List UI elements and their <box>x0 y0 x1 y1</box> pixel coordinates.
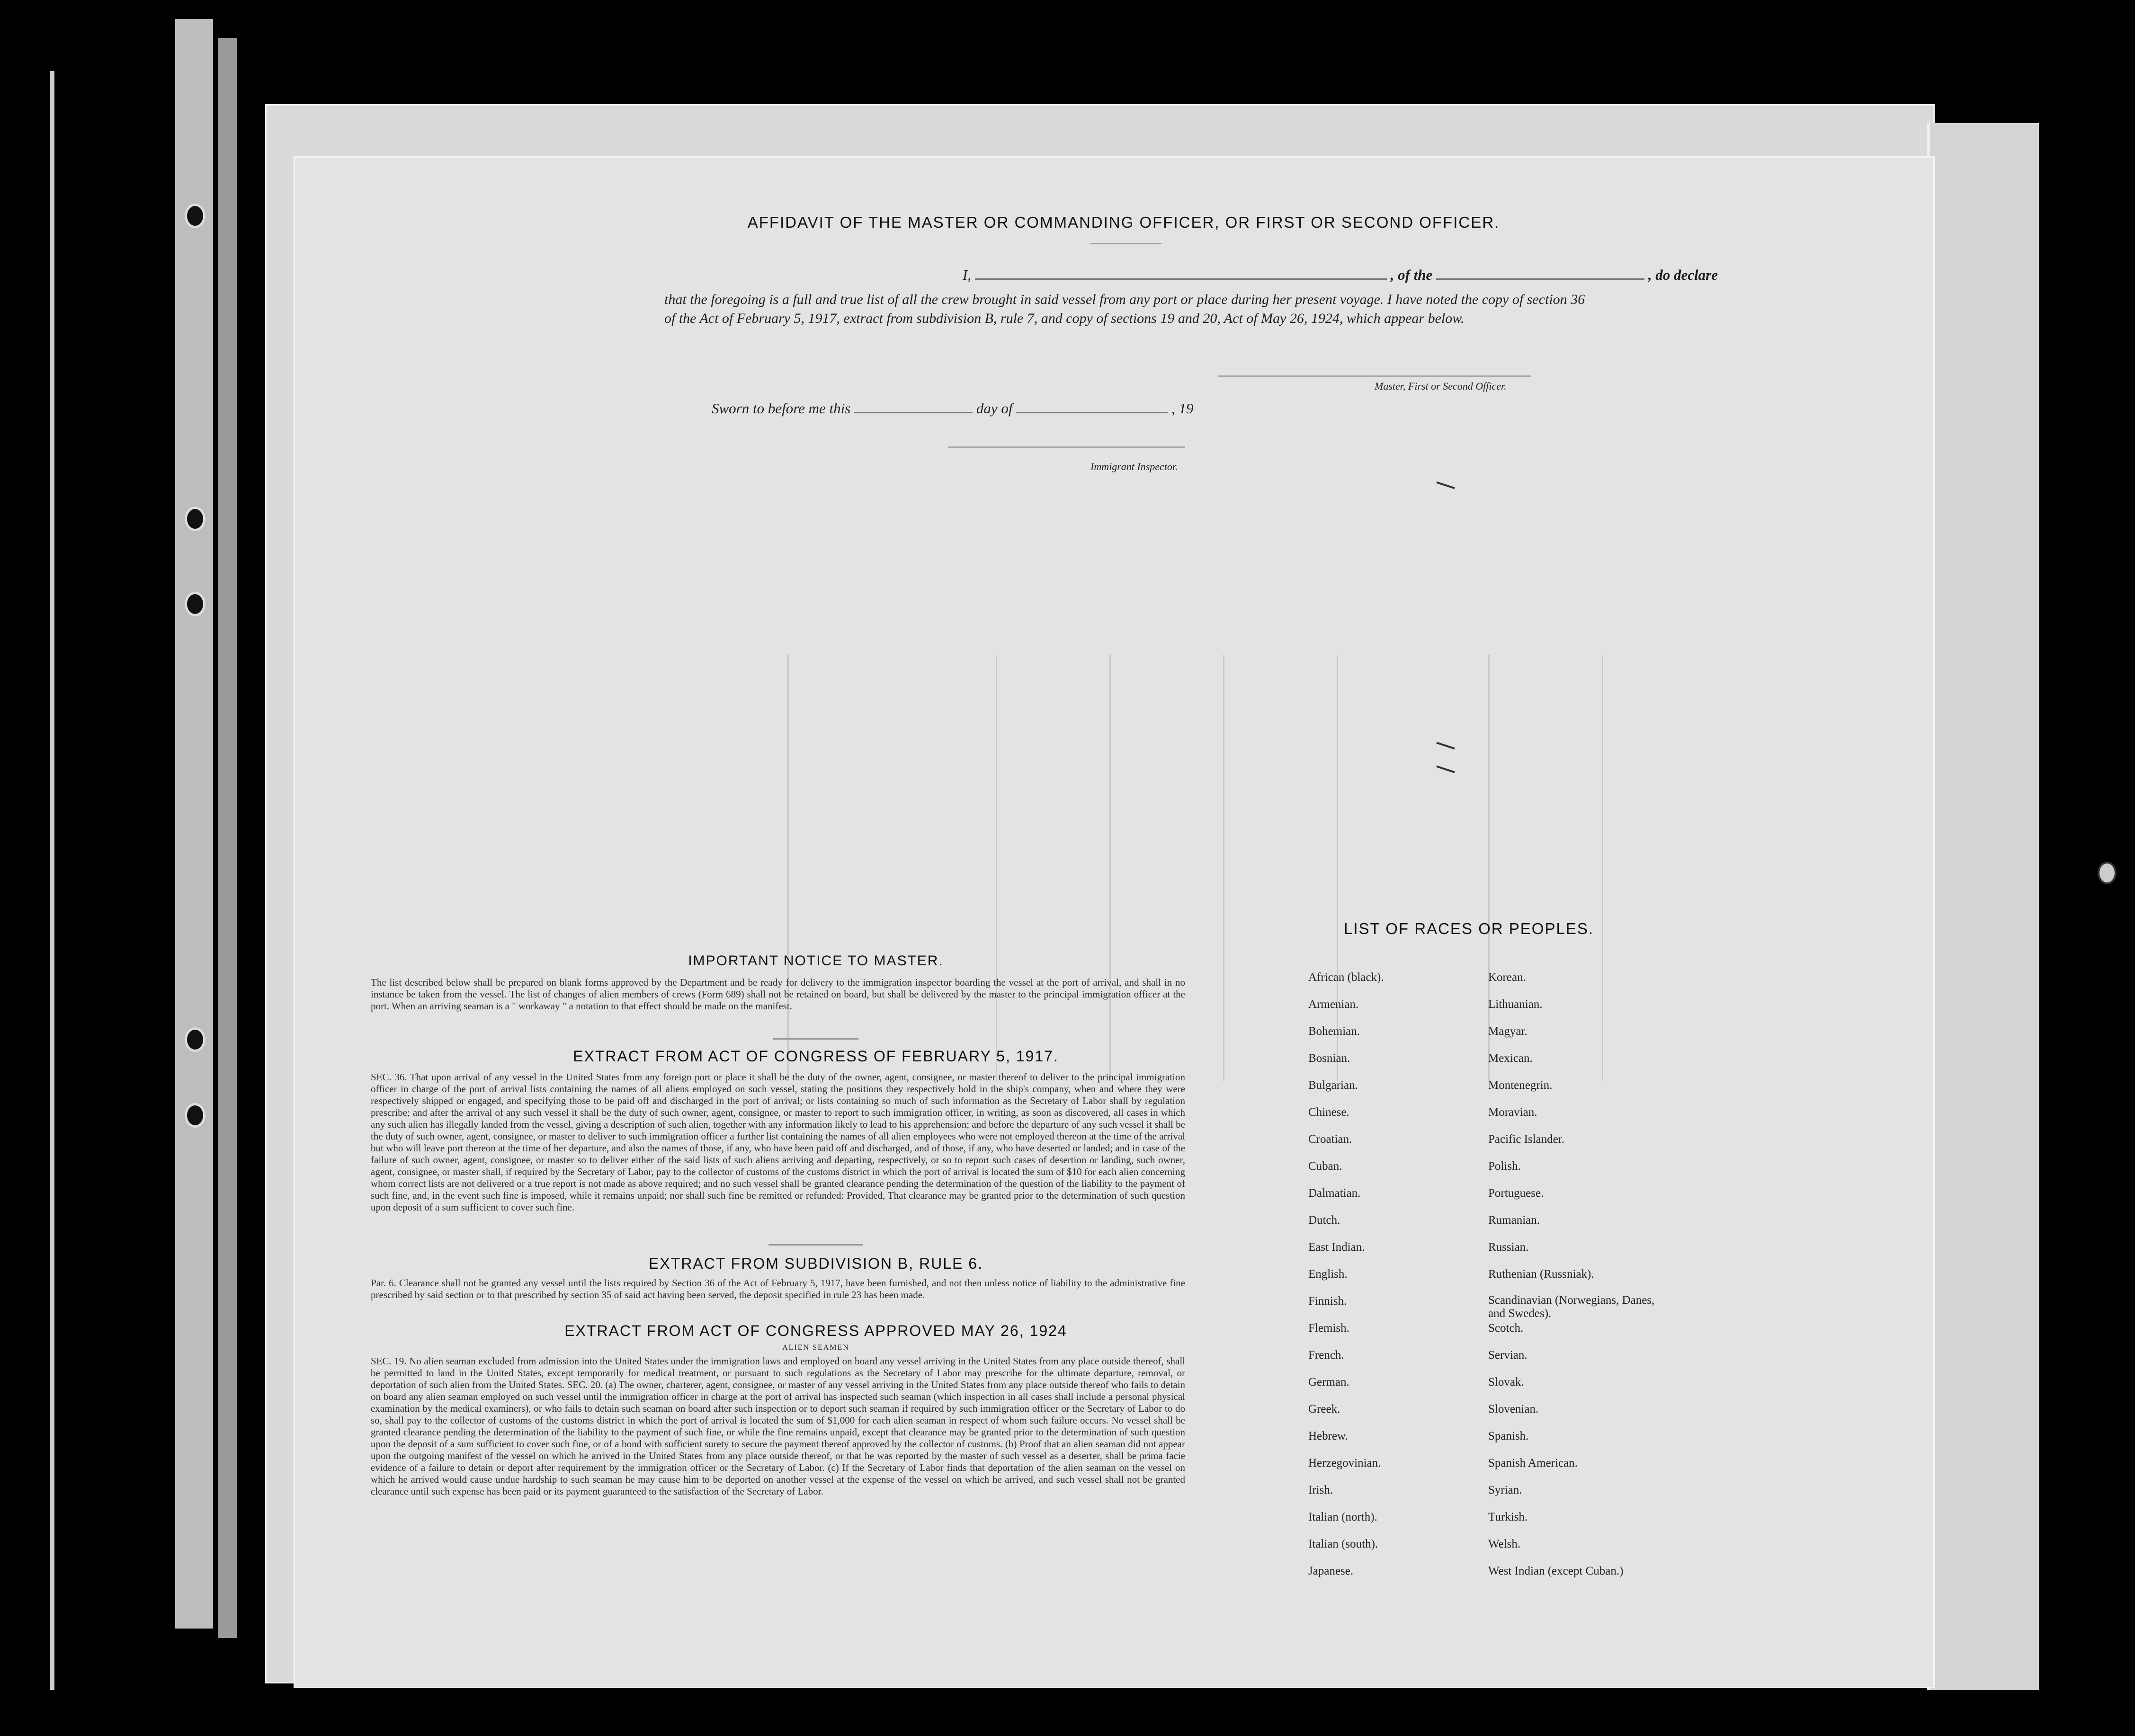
right-edge-sheet <box>1927 123 2039 1690</box>
ghost-column-rule <box>1488 655 1490 1081</box>
binding-hole <box>185 1027 205 1052</box>
race-item: Spanish American. <box>1488 1457 1578 1469</box>
races-title: LIST OF RACES OR PEOPLES. <box>1344 920 1594 937</box>
subdivision-title: EXTRACT FROM SUBDIVISION B, RULE 6. <box>649 1255 983 1272</box>
section-rule <box>768 1244 863 1246</box>
race-item: Moravian. <box>1488 1106 1537 1119</box>
race-item: Greek. <box>1308 1403 1340 1416</box>
race-item: Dalmatian. <box>1308 1187 1361 1200</box>
race-item: Scandinavian (Norwegians, Danes, and Swedes). <box>1488 1294 1655 1320</box>
race-item: Hebrew. <box>1308 1430 1348 1442</box>
race-item: English. <box>1308 1268 1348 1281</box>
affidavit-declaration-line <box>963 267 1891 284</box>
race-item: Bulgarian. <box>1308 1079 1358 1092</box>
race-item: African (black). <box>1308 971 1384 984</box>
race-item: Welsh. <box>1488 1538 1521 1550</box>
notice-text: The list described below shall be prepared on blank forms approved by the Department and be ready for delivery to the immigration inspector boarding the vessel at the port of arrival, and shall in no instance be taken from the vessel. The list of changes of alien members of crews (Form 689) shall not be retained on board, but shall be delivered by the master to the principal immigration officer at the port. When an arriving seaman is a " workaway " a notation to that effect should be made on the manifest. <box>371 977 1185 1012</box>
vessel-blank <box>1436 278 1644 280</box>
race-item: Flemish. <box>1308 1322 1349 1335</box>
sworn-line <box>712 400 1193 417</box>
race-item: Croatian. <box>1308 1133 1352 1146</box>
race-item: Slovak. <box>1488 1376 1524 1389</box>
race-item: Polish. <box>1488 1160 1521 1173</box>
extract-1924-title: EXTRACT FROM ACT OF CONGRESS APPROVED MAY 26, 1924 <box>564 1322 1067 1339</box>
ghost-column-rule <box>1109 655 1111 1081</box>
race-item: Cuban. <box>1308 1160 1342 1173</box>
binding-hole <box>185 507 205 531</box>
race-item: Lithuanian. <box>1488 998 1543 1011</box>
document-page <box>294 156 1935 1688</box>
race-item: Ruthenian (Russniak). <box>1488 1268 1594 1281</box>
race-item: Italian (south). <box>1308 1538 1378 1550</box>
race-item: Rumanian. <box>1488 1214 1540 1227</box>
ghost-column-rule <box>787 655 789 1081</box>
race-item: Russian. <box>1488 1241 1529 1254</box>
binding-hole <box>2098 862 2117 884</box>
check-mark <box>1436 481 1455 489</box>
sworn-day-blank <box>854 412 973 413</box>
section-rule <box>773 1038 858 1040</box>
race-item: German. <box>1308 1376 1349 1389</box>
extract-1917-title: EXTRACT FROM ACT OF CONGRESS OF FEBRUARY 5, 1917. <box>573 1048 1059 1065</box>
subdivision-text: Par. 6. Clearance shall not be granted any vessel until the lists required by Section 36 of the Act of February 5, 1917, have been furnished, and not then unless notice of liability to the administrative fine prescribed by said section or to that prescribed by section 35 of said act having been served, the deposit specified in rule 23 has been made. <box>371 1277 1185 1300</box>
sworn-label: Sworn to before me this <box>712 400 851 417</box>
ghost-column-rule <box>1602 655 1603 1081</box>
race-item: Finnish. <box>1308 1295 1347 1308</box>
affidavit-do-declare: , do declare <box>1648 267 1718 283</box>
race-item: East Indian. <box>1308 1241 1365 1254</box>
race-item: Pacific Islander. <box>1488 1133 1565 1146</box>
check-mark <box>1436 742 1455 749</box>
inspector-line <box>948 446 1185 448</box>
race-item: Italian (north). <box>1308 1511 1377 1523</box>
affidavit-of-the: , of the <box>1390 267 1433 283</box>
race-item: Slovenian. <box>1488 1403 1539 1416</box>
race-item: Bohemian. <box>1308 1025 1360 1038</box>
affidavit-i: I, <box>963 267 972 283</box>
race-item: Montenegrin. <box>1488 1079 1553 1092</box>
race-item: French. <box>1308 1349 1344 1362</box>
sworn-day-of: day of <box>976 400 1013 417</box>
master-signature-label: Master, First or Second Officer. <box>1375 380 1507 392</box>
race-item: Japanese. <box>1308 1565 1354 1577</box>
sworn-year: , 19 <box>1171 400 1194 417</box>
race-item: Korean. <box>1488 971 1526 984</box>
check-mark <box>1436 766 1455 773</box>
race-item: Bosnian. <box>1308 1052 1350 1065</box>
race-item: Chinese. <box>1308 1106 1349 1119</box>
race-item: Dutch. <box>1308 1214 1340 1227</box>
race-item: Turkish. <box>1488 1511 1528 1523</box>
sworn-month-blank <box>1016 412 1168 413</box>
ghost-column-rule <box>1223 655 1224 1081</box>
race-item: Mexican. <box>1488 1052 1533 1065</box>
ghost-column-rule <box>996 655 997 1081</box>
binding-hole <box>185 204 205 228</box>
title-rule <box>1090 243 1161 244</box>
extract-1924-subtitle: ALIEN SEAMEN <box>782 1344 849 1352</box>
extract-1917-text: SEC. 36. That upon arrival of any vessel in the United States from any foreign port or place it shall be the duty of the owner, agent, consignee, or master thereof to deliver to the principal immigration officer in charge of the port of arrival lists containing the names of all aliens employed on such vessel, stating the positions they respectively hold in the ship's company, when and where they were respectively shipped or engaged, and specifying those to be paid off and discharged in the port of arrival; or lists containing so much of such information as the Secretary of Labor shall by regulation prescribe; and after the arrival of any such vessel it shall be the duty of such owner, agent, consignee, or master to report to such immigration officer, in writing, as soon as discovered, all cases in which any such alien has illegally landed from the vessel, giving a description of such alien, together with any information likely to lead to his apprehension; and before the departure of any such vessel it shall be the duty of such owner, agent, consignee, or master to deliver to such immigration officer a further list containing the names of all alien employees who were not employed thereon at the time of the arrival but who will leave port thereon at the time of her departure, and also the names of those, if any, who have been paid off and discharged, and of those, if any, who have deserted or landed; and in case of the failure of such owner, agent, consignee, or master so to deliver either of the said lists of such aliens arriving and departing, respectively, or so to report such cases of desertion or landing, such owner, agent, consignee, or master shall, if required by the Secretary of Labor, pay to the collector of customs of the customs district in which the port of arrival is located the sum of $10 for each alien concerning whom correct lists are not delivered or a true report is not made as above required; and no such vessel shall be granted clearance pending the determination of the question of the liability to the payment of such fine, and, in the event such fine is imposed, while it remains unpaid; nor shall such fine be remitted or refunded: Provided, That clearance may be granted prior to the determination of such question upon deposit of a sum sufficient to cover such fine. <box>371 1071 1185 1213</box>
inspector-label: Immigrant Inspector. <box>1090 461 1178 472</box>
binding-strip-left <box>175 19 213 1629</box>
binding-strip-inner <box>218 38 237 1638</box>
affidavit-statement: that the foregoing is a full and true list of all the crew brought in said vessel from any port or place during her present voyage. I have noted the copy of section 36 of the Act of February 5, 1917, extract from subdivision B, rule 7, and copy of sections 19 and 20, Act of May 26, 1924, which appear below. <box>664 292 1585 326</box>
signature-line <box>1218 375 1531 377</box>
race-item: Armenian. <box>1308 998 1359 1011</box>
race-item: Herzegovinian. <box>1308 1457 1381 1469</box>
binding-strip-far-left <box>50 71 54 1690</box>
race-item: Irish. <box>1308 1484 1333 1496</box>
race-item: Portuguese. <box>1488 1187 1544 1200</box>
race-item: Scotch. <box>1488 1322 1524 1335</box>
notice-title: IMPORTANT NOTICE TO MASTER. <box>688 953 944 969</box>
name-blank <box>975 278 1387 280</box>
race-item: Spanish. <box>1488 1430 1529 1442</box>
race-item: Magyar. <box>1488 1025 1528 1038</box>
race-item: Syrian. <box>1488 1484 1522 1496</box>
binding-hole <box>185 1103 205 1128</box>
extract-1924-text: SEC. 19. No alien seaman excluded from admission into the United States under the immigration laws and employed on board any vessel arriving in the United States from any place outside thereof, shall be permitted to land in the United States, except temporarily for medical treatment, or pursuant to such regulations as the Secretary of Labor may prescribe for the ultimate departure, removal, or deportation of such alien from the United States. SEC. 20. (a) The owner, charterer, agent, consignee, or master of any vessel arriving in the United States from any place outside thereof who fails to detain on board any alien seaman employed on such vessel until the immigration officer in charge at the port of arrival has inspected such seaman (which inspection in all cases shall include a personal physical examination by the medical examiners), or who fails to detain such seaman on board after such inspection or to deport such seaman if required by such immigration officer or the Secretary of Labor to do so, shall pay to the collector of customs of the customs district in which the port of arrival is located the sum of $1,000 for each alien seaman in respect of whom such failure occurs. No vessel shall be granted clearance pending the determination of the liability to the payment of such fine, or while the fine remains unpaid, except that clearance may be granted prior to the determination of such question upon the deposit of a sum sufficient to cover such fine, or of a bond with sufficient surety to secure the payment thereof approved by the collector of customs. (b) Proof that an alien seaman did not appear upon the outgoing manifest of the vessel on which he arrived in the United States from any place outside thereof, or that he was reported by the master of such vessel as a deserter, shall be prima facie evidence of a failure to detain or deport after requirement by the immigration officer or the Secretary of Labor. (c) If the Secretary of Labor finds that deportation of the alien seaman on the vessel on which he arrived would cause undue hardship to such seaman he may cause him to be deported on another vessel at the expense of the vessel on which he arrived, and such vessel shall not be granted clearance until such expense has been paid or its payment guaranteed to the satisfaction of the Secretary of Labor. <box>371 1355 1185 1497</box>
affidavit-title: AFFIDAVIT OF THE MASTER OR COMMANDING OFFICER, OR FIRST OR SECOND OFFICER. <box>747 214 1500 231</box>
race-item: Servian. <box>1488 1349 1528 1362</box>
ghost-column-rule <box>1337 655 1338 1081</box>
binding-hole <box>185 592 205 616</box>
race-item: West Indian (except Cuban.) <box>1488 1565 1624 1577</box>
